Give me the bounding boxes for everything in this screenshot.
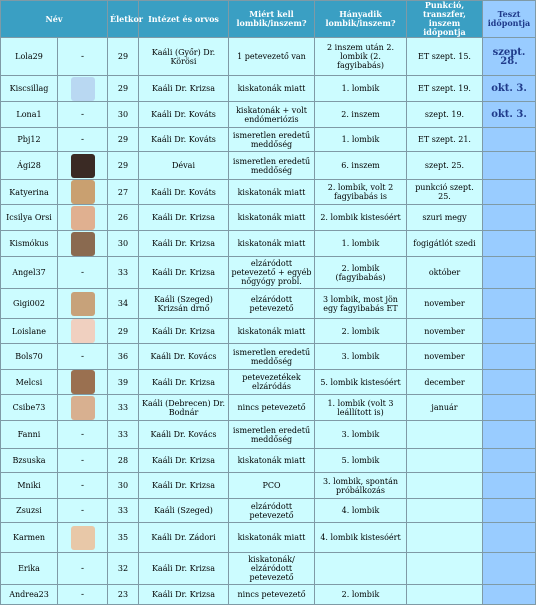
member-clinic: Kaáli Dr. Krizsa <box>139 449 229 473</box>
member-test-date <box>483 257 536 289</box>
member-name: Loislane <box>1 319 58 344</box>
table-row <box>1 473 536 499</box>
member-procedure-date: szept. 25. <box>407 152 483 180</box>
member-reason: kiskatonák miatt <box>229 449 315 473</box>
avatar-cell <box>58 585 108 605</box>
member-name: Icsilya Orsi <box>1 205 58 231</box>
member-age: 33 <box>108 257 139 289</box>
avatar-cell <box>58 370 108 395</box>
avatar-cell <box>58 289 108 319</box>
member-test-date <box>483 180 536 205</box>
member-test-date <box>483 205 536 231</box>
table-row <box>1 38 536 76</box>
member-procedure-date <box>407 449 483 473</box>
member-procedure-date <box>407 553 483 585</box>
table-row <box>1 102 536 128</box>
member-procedure-date: ET szept. 19. <box>407 76 483 102</box>
member-test-date <box>483 473 536 499</box>
member-attempt: 3 lombik, most jön egy fagyibabás ET <box>315 289 407 319</box>
member-name: Karmen <box>1 523 58 553</box>
member-attempt: 2. inszem <box>315 102 407 128</box>
member-name: Mniki <box>1 473 58 499</box>
member-age: 23 <box>108 585 139 605</box>
no-avatar-dash: - <box>80 480 85 491</box>
table-row <box>1 152 536 180</box>
member-test-date <box>483 289 536 319</box>
member-clinic: Kaáli Dr. Krizsa <box>139 553 229 585</box>
member-age: 29 <box>108 128 139 152</box>
member-clinic: Kaáli Dr. Krizsa <box>139 473 229 499</box>
avatar <box>71 526 95 550</box>
member-age: 29 <box>108 38 139 76</box>
member-age: 34 <box>108 289 139 319</box>
avatar-cell <box>58 473 108 499</box>
member-age: 32 <box>108 553 139 585</box>
member-reason: elzáródott petevezető <box>229 499 315 523</box>
member-attempt: 1. lombik <box>315 76 407 102</box>
member-age: 33 <box>108 499 139 523</box>
avatar-cell <box>58 205 108 231</box>
member-test-date: okt. 3. <box>483 102 536 128</box>
member-age: 33 <box>108 421 139 449</box>
member-name: Kismókus <box>1 231 58 257</box>
member-age: 29 <box>108 76 139 102</box>
member-procedure-date: december <box>407 370 483 395</box>
member-attempt: 3. lombik, spontán próbálkozás <box>315 473 407 499</box>
header-test-date: Teszt időpontja <box>483 1 536 38</box>
avatar <box>71 396 95 420</box>
member-reason: elzáródott petevezető <box>229 289 315 319</box>
member-test-date <box>483 585 536 605</box>
table-row <box>1 180 536 205</box>
member-attempt: 1. lombik (volt 3 leállított is) <box>315 395 407 421</box>
member-procedure-date <box>407 499 483 523</box>
no-avatar-dash: - <box>80 134 85 145</box>
member-name: Angel37 <box>1 257 58 289</box>
avatar <box>71 77 95 101</box>
avatar-cell <box>58 38 108 76</box>
avatar <box>71 292 95 316</box>
member-age: 29 <box>108 152 139 180</box>
member-procedure-date: január <box>407 395 483 421</box>
table-row <box>1 76 536 102</box>
avatar-cell <box>58 553 108 585</box>
member-procedure-date <box>407 421 483 449</box>
member-test-date <box>483 499 536 523</box>
member-clinic: Kaáli Dr. Krizsa <box>139 231 229 257</box>
member-attempt: 3. lombik <box>315 421 407 449</box>
member-attempt: 4. lombik <box>315 499 407 523</box>
member-procedure-date: ET szept. 15. <box>407 38 483 76</box>
avatar-cell <box>58 128 108 152</box>
member-procedure-date: szept. 19. <box>407 102 483 128</box>
avatar-cell <box>58 449 108 473</box>
avatar-cell <box>58 257 108 289</box>
member-name: Erika <box>1 553 58 585</box>
member-clinic: Kaáli Dr. Kováts <box>139 128 229 152</box>
member-procedure-date <box>407 523 483 553</box>
avatar <box>71 180 95 204</box>
member-test-date <box>483 344 536 370</box>
member-clinic: Kaáli (Szeged) Krizsán drnő <box>139 289 229 319</box>
table-row <box>1 553 536 585</box>
member-name: Kiscsillag <box>1 76 58 102</box>
member-name: Lola29 <box>1 38 58 76</box>
member-age: 30 <box>108 102 139 128</box>
member-reason: 1 petevezető van <box>229 38 315 76</box>
member-clinic: Kaáli Dr. Krizsa <box>139 76 229 102</box>
member-age: 30 <box>108 473 139 499</box>
avatar <box>71 232 95 256</box>
member-test-date <box>483 319 536 344</box>
member-name: Andrea23 <box>1 585 58 605</box>
header-row <box>1 1 536 38</box>
avatar-cell <box>58 395 108 421</box>
member-test-date <box>483 128 536 152</box>
member-attempt: 2. lombik <box>315 319 407 344</box>
member-procedure-date: punkció szept. 25. <box>407 180 483 205</box>
table-row <box>1 344 536 370</box>
table-row <box>1 449 536 473</box>
avatar <box>71 154 95 178</box>
member-name: Bols70 <box>1 344 58 370</box>
table-row <box>1 421 536 449</box>
member-clinic: Kaáli Dr. Krizsa <box>139 319 229 344</box>
member-age: 39 <box>108 370 139 395</box>
member-test-date <box>483 421 536 449</box>
member-clinic: Kaáli (Debrecen) Dr. Bodnár <box>139 395 229 421</box>
member-attempt: 1. lombik <box>315 128 407 152</box>
member-procedure-date: szuri megy <box>407 205 483 231</box>
member-clinic: Kaáli Dr. Zádori <box>139 523 229 553</box>
no-avatar-dash: - <box>80 505 85 516</box>
member-attempt: 2. lombik kistesóért <box>315 205 407 231</box>
table-row <box>1 205 536 231</box>
table-row <box>1 370 536 395</box>
avatar-cell <box>58 152 108 180</box>
table-row <box>1 128 536 152</box>
member-name: Fanni <box>1 421 58 449</box>
member-reason: kiskatonák miatt <box>229 76 315 102</box>
table-row <box>1 319 536 344</box>
member-attempt: 4. lombik kistesóért <box>315 523 407 553</box>
member-name: Gigi002 <box>1 289 58 319</box>
member-name: Katyerina <box>1 180 58 205</box>
member-attempt: 2. lombik, volt 2 fagyibabás is <box>315 180 407 205</box>
member-reason: kiskatonák miatt <box>229 523 315 553</box>
member-attempt: 5. lombik kistesóért <box>315 370 407 395</box>
member-test-date <box>483 449 536 473</box>
member-clinic: Kaáli (Szeged) <box>139 499 229 523</box>
no-avatar-dash: - <box>80 351 85 362</box>
member-clinic: Kaáli Dr. Kováts <box>139 180 229 205</box>
table-row <box>1 395 536 421</box>
header-name: Név <box>1 1 108 38</box>
member-name: Zsuzsi <box>1 499 58 523</box>
member-test-date <box>483 370 536 395</box>
member-age: 28 <box>108 449 139 473</box>
no-avatar-dash: - <box>80 109 85 120</box>
no-avatar-dash: - <box>80 455 85 466</box>
member-age: 26 <box>108 205 139 231</box>
member-clinic: Kaáli Dr. Krizsa <box>139 370 229 395</box>
no-avatar-dash: - <box>80 51 85 62</box>
avatar-cell <box>58 102 108 128</box>
member-name: Melcsi <box>1 370 58 395</box>
avatar-cell <box>58 76 108 102</box>
member-reason: kiskatonák miatt <box>229 319 315 344</box>
member-age: 33 <box>108 395 139 421</box>
member-clinic: Kaáli Dr. Krizsa <box>139 205 229 231</box>
member-test-date <box>483 152 536 180</box>
header-reason: Miért kell lombik/inszem? <box>229 1 315 38</box>
member-attempt <box>315 553 407 585</box>
member-reason: ismeretlen eredetű meddőség <box>229 344 315 370</box>
member-reason: kiskatonák/ elzáródott petevezető <box>229 553 315 585</box>
header-procedure-date: Punkció, transzfer, inszem időpontja <box>407 1 483 38</box>
member-test-date: szept. 28. <box>483 38 536 76</box>
member-procedure-date: október <box>407 257 483 289</box>
member-reason: nincs petevezető <box>229 585 315 605</box>
member-name: Lona1 <box>1 102 58 128</box>
member-attempt: 2. lombik (fagyibabás) <box>315 257 407 289</box>
member-attempt: 6. inszem <box>315 152 407 180</box>
member-clinic: Kaáli (Győr) Dr. Körösi <box>139 38 229 76</box>
member-reason: ismeretlen eredetű meddőség <box>229 152 315 180</box>
member-age: 30 <box>108 231 139 257</box>
member-clinic: Kaáli Dr. Krizsa <box>139 257 229 289</box>
no-avatar-dash: - <box>80 429 85 440</box>
member-clinic: Kaáli Dr. Kovács <box>139 421 229 449</box>
member-procedure-date <box>407 585 483 605</box>
header-age: Életkor <box>108 1 139 38</box>
member-age: 36 <box>108 344 139 370</box>
member-reason: elzáródott petevezető + egyéb nőgyógy probl. <box>229 257 315 289</box>
member-reason: ismeretlen eredetű meddőség <box>229 421 315 449</box>
member-reason: kiskatonák miatt <box>229 205 315 231</box>
avatar-cell <box>58 421 108 449</box>
table-row <box>1 499 536 523</box>
table-row <box>1 523 536 553</box>
member-clinic: Kaáli Dr. Kovács <box>139 344 229 370</box>
member-name: Pbj12 <box>1 128 58 152</box>
member-reason: nincs petevezető <box>229 395 315 421</box>
member-test-date <box>483 231 536 257</box>
member-reason: kiskatonák miatt <box>229 180 315 205</box>
table-row <box>1 231 536 257</box>
table-row <box>1 585 536 605</box>
member-procedure-date: november <box>407 319 483 344</box>
member-test-date: okt. 3. <box>483 76 536 102</box>
member-attempt: 3. lombik <box>315 344 407 370</box>
member-reason: kiskatonák + volt endómeriózis <box>229 102 315 128</box>
member-age: 27 <box>108 180 139 205</box>
member-name: Csibe73 <box>1 395 58 421</box>
member-clinic: Dévai <box>139 152 229 180</box>
member-procedure-date: ET szept. 21. <box>407 128 483 152</box>
no-avatar-dash: - <box>80 267 85 278</box>
table-row <box>1 257 536 289</box>
member-procedure-date: november <box>407 289 483 319</box>
member-reason: petevezetékek elzáródás <box>229 370 315 395</box>
member-reason: PCO <box>229 473 315 499</box>
no-avatar-dash: - <box>80 563 85 574</box>
header-nth: Hányadik lombik/inszem? <box>315 1 407 38</box>
member-procedure-date <box>407 473 483 499</box>
member-reason: ismeretlen eredetű meddőség <box>229 128 315 152</box>
member-attempt: 5. lombik <box>315 449 407 473</box>
avatar <box>71 206 95 230</box>
member-attempt: 2 inszem után 2. lombik (2. fagyibabás) <box>315 38 407 76</box>
avatar-cell <box>58 499 108 523</box>
member-attempt: 2. lombik <box>315 585 407 605</box>
header-clinic: Intézet és orvos <box>139 1 229 38</box>
member-attempt: 1. lombik <box>315 231 407 257</box>
avatar-cell <box>58 319 108 344</box>
member-procedure-date: fogigátlót szedi <box>407 231 483 257</box>
avatar-cell <box>58 523 108 553</box>
member-name: Ági28 <box>1 152 58 180</box>
avatar <box>71 319 95 343</box>
member-name: Bzsuska <box>1 449 58 473</box>
avatar-cell <box>58 231 108 257</box>
no-avatar-dash: - <box>80 589 85 600</box>
avatar <box>71 370 95 394</box>
member-test-date <box>483 553 536 585</box>
member-age: 29 <box>108 319 139 344</box>
member-reason: kiskatonák miatt <box>229 231 315 257</box>
member-test-date <box>483 523 536 553</box>
member-test-date <box>483 395 536 421</box>
member-age: 35 <box>108 523 139 553</box>
member-clinic: Kaáli Dr. Krizsa <box>139 585 229 605</box>
member-clinic: Kaáli Dr. Kováts <box>139 102 229 128</box>
table-row <box>1 289 536 319</box>
avatar-cell <box>58 344 108 370</box>
avatar-cell <box>58 180 108 205</box>
member-procedure-date: november <box>407 344 483 370</box>
